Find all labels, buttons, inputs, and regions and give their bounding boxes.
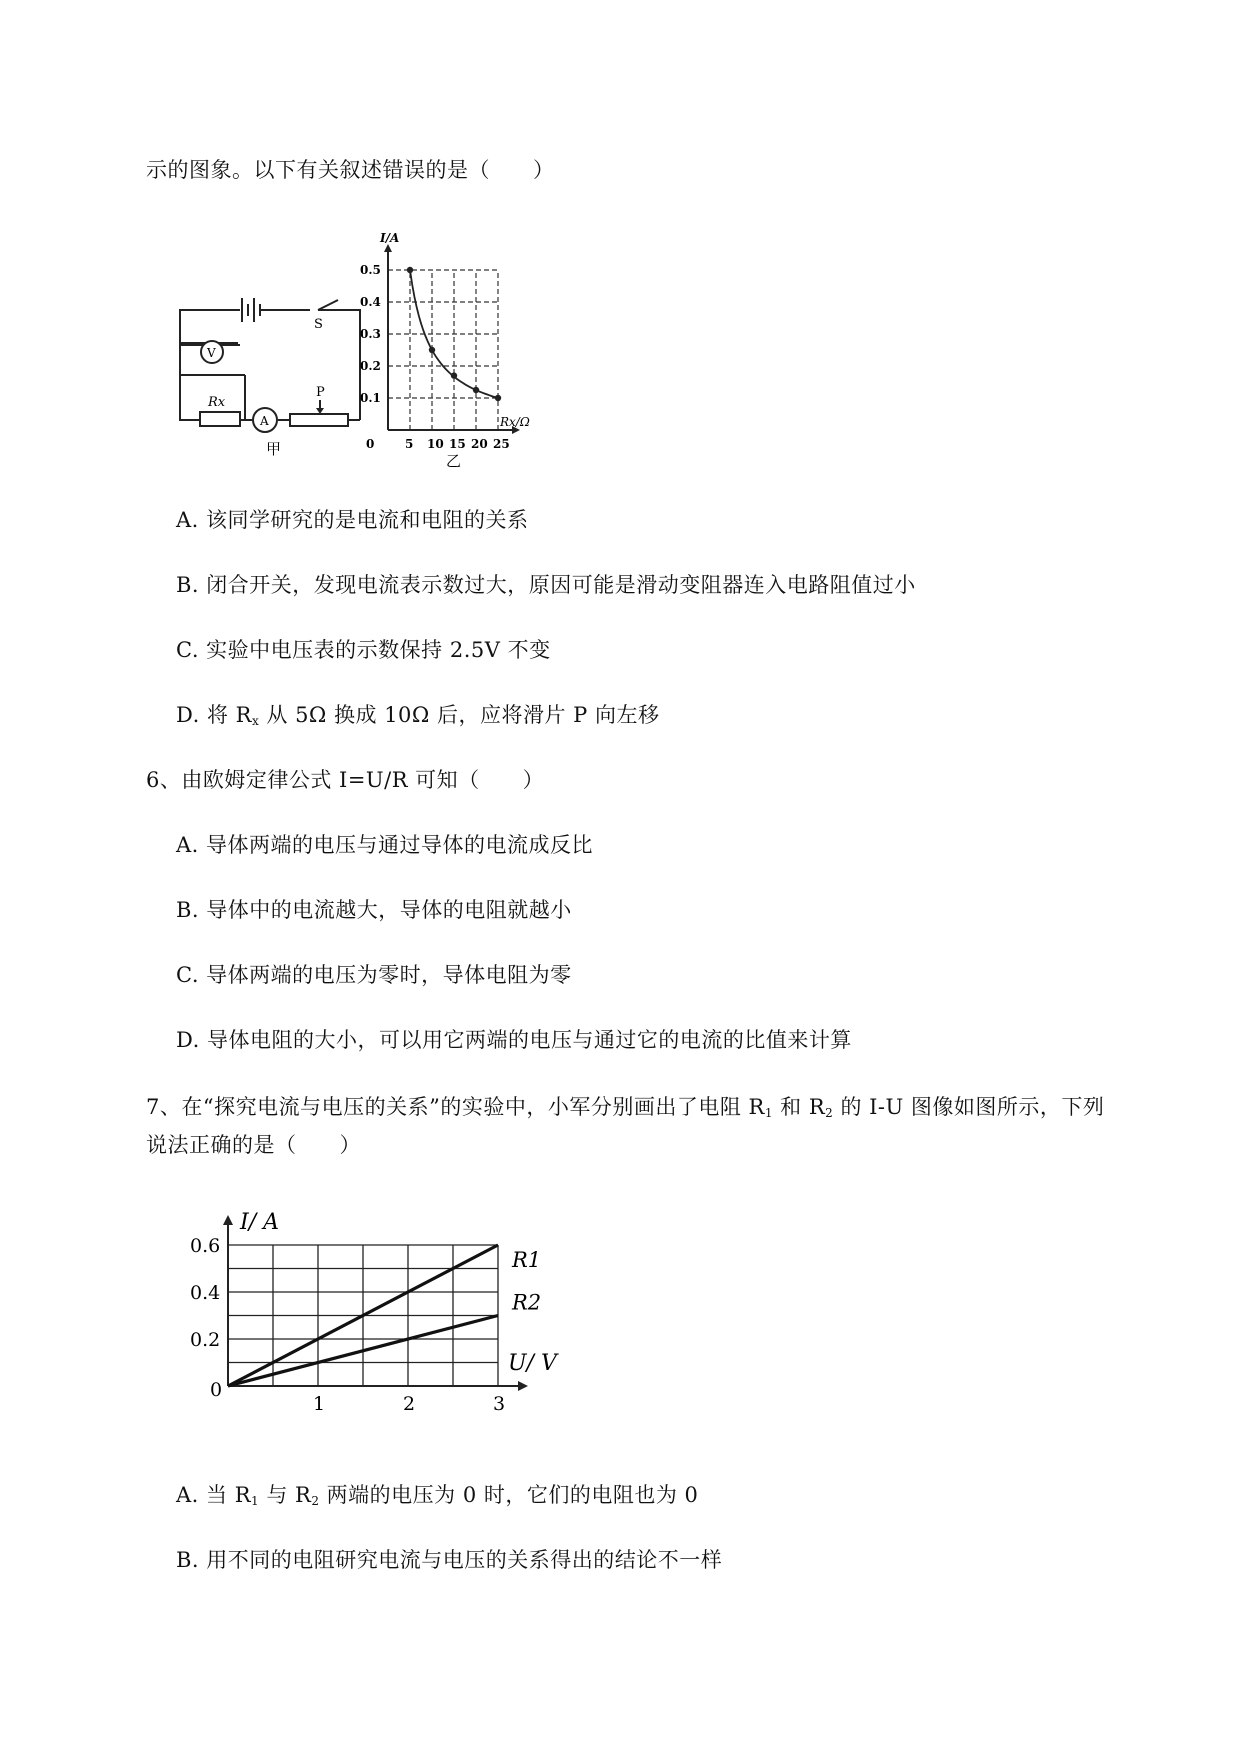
svg-text:P: P (316, 385, 325, 400)
graph-caption: 乙 (446, 452, 462, 470)
data-point (473, 387, 479, 393)
y-axis-arrow (223, 1215, 233, 1225)
q5-figure (170, 210, 590, 470)
x-tick-label: 15 (449, 437, 466, 451)
y-tick-label: 0.2 (360, 359, 381, 373)
svg-text:Rx: Rx (208, 395, 226, 410)
voltmeter-icon (201, 341, 223, 363)
switch-label: S (314, 317, 323, 332)
q5-option-b: B. 闭合开关，发现电流表示数过大，原因可能是滑动变阻器连入电路阻值过小 (176, 573, 916, 597)
q7-stem-line-2: 说法正确的是（ ） (146, 1133, 361, 1157)
x-tick-label: 10 (427, 437, 444, 451)
q7-option-b: B. 用不同的电阻研究电流与电压的关系得出的结论不一样 (176, 1548, 723, 1572)
q5-option-c: C. 实验中电压表的示数保持 2.5V 不变 (176, 638, 551, 662)
q7-graph (190, 1210, 559, 1415)
data-point (407, 267, 413, 273)
x-axis-label: U/ V (508, 1351, 557, 1376)
q6-stem: 6、由欧姆定律公式 I=U/R 可知（ ） (146, 768, 545, 792)
series-label-r1: R1 (512, 1248, 542, 1272)
q6-option-b: B. 导体中的电流越大，导体的电阻就越小 (176, 898, 572, 922)
x-axis-arrow (518, 1381, 528, 1391)
x-tick-label: 20 (471, 437, 488, 451)
y-tick-label: 0.3 (360, 327, 381, 341)
x-tick-label: 25 (493, 437, 510, 451)
x-tick-label: 5 (405, 437, 414, 451)
q6-option-a: A. 导体两端的电压与通过导体的电流成反比 (176, 833, 594, 857)
y-axis-arrow (384, 244, 392, 252)
data-point (495, 395, 501, 401)
q5-graph (360, 231, 530, 470)
y-tick-label: 0.5 (360, 263, 381, 277)
origin-label: 0 (210, 1379, 223, 1401)
svg-text:V: V (207, 346, 216, 360)
origin-label: 0 (366, 437, 375, 451)
y-tick-label: 0.2 (190, 1329, 221, 1351)
x-tick-label: 3 (493, 1393, 506, 1415)
y-axis-label: I/A (380, 231, 400, 245)
q6-option-d: D. 导体电阻的大小，可以用它两端的电压与通过它的电流的比值来计算 (176, 1028, 852, 1052)
q5-intro: 示的图象。以下有关叙述错误的是（ ） (146, 158, 555, 182)
circuit-caption: 甲 (266, 440, 282, 458)
q7-stem-line-1: 7、在“探究电流与电压的关系”的实验中，小军分别画出了电阻 $R_1$ 和 $R_2$ 的 I-U 图像如图所示，下列 (146, 1095, 1105, 1120)
q7-figure (170, 1200, 557, 1440)
q5-option-a: A. 该同学研究的是电流和电阻的关系 (176, 508, 529, 532)
q7-option-a: A. 当 $R_1$ 与 $R_2$ 两端的电压为 0 时，它们的电阻也为 0 (176, 1483, 699, 1508)
x-axis-label: Rx/Ω (500, 415, 530, 429)
y-axis-label: I/ A (240, 1210, 279, 1235)
q6-option-c: C. 导体两端的电压为零时，导体电阻为零 (176, 963, 572, 987)
series-label-r2: R2 (512, 1290, 542, 1315)
y-tick-label: 0.4 (360, 295, 381, 309)
battery-icon (242, 298, 260, 322)
y-tick-label: 0.6 (190, 1235, 221, 1257)
rheostat-icon (290, 385, 348, 426)
x-tick-label: 2 (403, 1393, 416, 1415)
x-tick-label: 1 (313, 1393, 326, 1415)
resistor-rx-icon (200, 395, 240, 426)
data-point (451, 372, 457, 378)
q5-option-d: D. 将 $R_x$ 从 5Ω 换成 10Ω 后，应将滑片 P 向左移 (176, 703, 660, 728)
y-tick-label: 0.1 (360, 391, 381, 405)
svg-text:A: A (260, 414, 269, 428)
data-point (429, 347, 435, 353)
y-tick-label: 0.4 (190, 1282, 221, 1304)
ammeter-icon (253, 408, 277, 432)
